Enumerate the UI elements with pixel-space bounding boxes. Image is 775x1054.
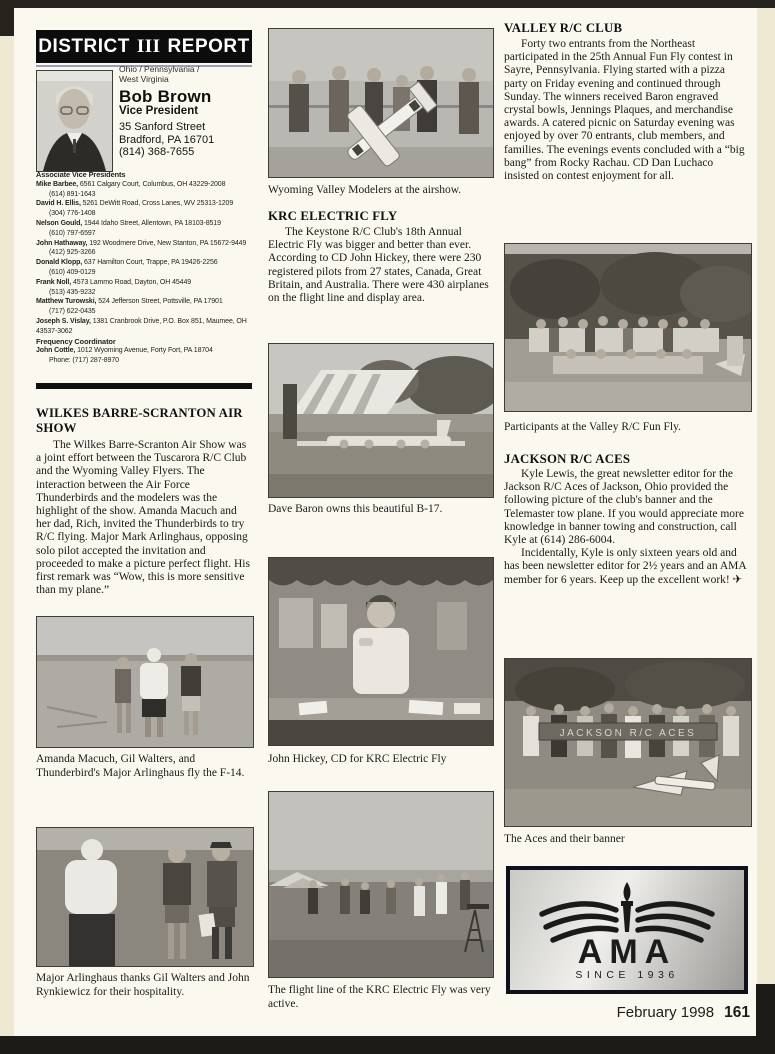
district-report-banner — [36, 30, 252, 63]
list-item: Joseph S. Vislay, 1381 Cranbrook Drive, P.O. Box 851, Maumee, OH 43537-3062 — [36, 317, 247, 335]
associates-heading: Associate Vice Presidents — [36, 170, 126, 179]
scan-edge-top — [0, 0, 775, 8]
caption-f14: Amanda Macuch, Gil Walters, and Thunderbird's Major Arlinghaus fly the F-14. — [36, 753, 245, 779]
scan-edge-bottom — [0, 1036, 775, 1054]
caption-hickey: John Hickey, CD for KRC Electric Fly — [268, 753, 447, 765]
photo-flight-line — [268, 791, 494, 978]
officer-title: Vice President — [119, 105, 199, 117]
ama-logo-tagline: SINCE 1936 — [575, 969, 679, 981]
caption-flightline: The flight line of the KRC Electric Fly was very active. — [268, 984, 491, 1010]
caption-b17: Dave Baron owns this beautiful B-17. — [268, 503, 443, 515]
banner-word-district: DISTRICT — [38, 35, 130, 57]
list-item: David H. Ellis, 5261 DeWitt Road, Cross Lanes, WV 25313-1209 (304) 776-1408 — [36, 200, 234, 218]
ama-logo-box — [506, 866, 748, 994]
list-item: Frank Noll, 4573 Lammo Road, Dayton, OH 45449 (513) 435-9232 — [36, 278, 192, 296]
scan-edge-right — [756, 984, 775, 1054]
article-body-valley: Forty two entrants from the Northeast participated in the 25th Annual Fun Fly contest in Sayre, Pennsylvania. Flying started with a pizza party on Friday evening and continued through Sunday. The winners received Baron engraved crystal bowls, Jennings Plaques, and merchandise awards. A catered picnic on Saturday evening was enjoyed by over 70 entrants, club members, and families. The evenings events concluded with a “big bang” from Rocky Rachau. CD Dan Luchaco insisted on contest enjoyment for all. — [504, 38, 745, 183]
photo-valley-participants — [504, 243, 752, 412]
photo-vice-president-portrait — [36, 70, 113, 172]
valley-photo-illustration — [505, 244, 751, 411]
officer-phone: (814) 368-7655 — [119, 146, 195, 158]
hickey-photo-illustration — [269, 558, 493, 745]
section-divider-bar — [36, 383, 252, 389]
caption-thanks: Major Arlinghaus thanks Gil Walters and John Rynkiewicz for their hospitality. — [36, 972, 250, 998]
footer-issue-date: February 1998 — [616, 1004, 715, 1021]
article-body-jackson: Kyle Lewis, the great newsletter editor for the Jackson R/C Aces of Jackson, Ohio provided the following picture of the club's banner and the Telemaster tow plane. If you would appreciate more knowledge in banner towing and construction, call Kyle at (614) 286-6004. Incidentally, Kyle is only sixteen years old and has been newsletter editor for 2½ years and an AMA member for 6 years. Keep up the excellent work! ✈ — [504, 468, 747, 586]
flightline-photo-illustration — [269, 792, 493, 977]
scan-edge-corner — [0, 0, 14, 36]
article-heading-krc: KRC ELECTRIC FLY — [268, 209, 398, 223]
thanks-photo-illustration — [37, 828, 253, 966]
article-body-wilkes: The Wilkes Barre-Scranton Air Show was a joint effort between the Tuscarora R/C Club and the Wyoming Valley Flyers. The interaction between the Air Force Thunderbirds and the modelers was the highlight of the show. Amanda Macuch and her dad, Rich, invited the Thunderbirds to try R/C flying. Major Mark Arlinghaus, opposing solo pilot accepted the invitation and proceeded to make a picture perfect flight. His first remark was “Wow, this is more sensitive than my plane.” — [36, 439, 250, 597]
officer-address — [119, 121, 214, 159]
photo-wyoming-modelers — [268, 28, 494, 178]
photo-arlinghaus-thanks — [36, 827, 254, 967]
officer-region: Ohio / Pennsylvania / West Virginia — [119, 64, 200, 84]
photo-b17-model — [268, 343, 494, 498]
b17-photo-illustration — [269, 344, 493, 497]
caption-aces: The Aces and their banner — [504, 833, 625, 845]
photo-john-hickey — [268, 557, 494, 746]
ama-logo-text: AMA — [577, 933, 677, 971]
frequency-coordinator-heading: Frequency Coordinator — [36, 336, 116, 346]
caption-valley: Participants at the Valley R/C Fun Fly. — [504, 421, 681, 433]
associate-vice-presidents-list — [36, 170, 253, 366]
banner-word-report: REPORT — [167, 35, 250, 57]
article-heading-jackson: JACKSON R/C ACES — [504, 452, 631, 466]
officer-name: Bob Brown — [119, 87, 212, 106]
article-heading-valley: VALLEY R/C CLUB — [504, 21, 623, 35]
banner-word-iii: III — [136, 35, 161, 57]
list-item: Donald Klopp, 637 Hamilton Court, Trappe, PA 19426-2256 (610) 409-0129 — [36, 259, 218, 276]
ama-logo — [510, 870, 744, 990]
photo-f14-flying — [36, 616, 254, 748]
caption-wyoming: Wyoming Valley Modelers at the airshow. — [268, 184, 462, 196]
officer-address-line2: Bradford, PA 16701 — [119, 133, 215, 146]
list-item: John Cottle, 1012 Wyoming Avenue, Forty Fort, PA 18704 Phone: (717) 287-8970 — [36, 347, 213, 365]
list-item: Matthew Turowski, 524 Jefferson Street, Pottsville, PA 17901 (717) 622-0435 — [36, 298, 223, 316]
officer-address-line1: 35 Sanford Street — [119, 121, 206, 133]
list-item: Mike Barbee, 6561 Calgary Court, Columbus, OH 43229-2008 (614) 891-1643 — [36, 180, 226, 198]
article-body-krc: The Keystone R/C Club's 18th Annual Electric Fly was bigger and better than ever. According to CD John Hickey, there were 230 registered pilots from 27 states, Canada, Great Britain, and Australia. There were 430 airplanes on the flight line and display area. — [268, 226, 489, 305]
aces-photo-illustration — [505, 659, 751, 826]
wyoming-photo-illustration — [269, 29, 493, 177]
aces-banner-text: JACKSON R/C ACES — [559, 728, 697, 739]
footer-page-number: 161 — [724, 1004, 750, 1021]
f14-photo-illustration — [37, 617, 253, 747]
list-item: John Hathaway, 192 Woodmere Drive, New Stanton, PA 15672-9449 (412) 925-3266 — [36, 239, 247, 257]
article-heading-wilkes: WILKES BARRE-SCRANTON AIR SHOW — [36, 406, 243, 435]
photo-aces-banner — [504, 658, 752, 827]
portrait-illustration — [37, 71, 112, 171]
list-item: Nelson Gould, 1944 Idaho Street, Allentown, PA 18103-8519 (610) 797-6597 — [36, 219, 221, 237]
page-footer — [504, 1004, 750, 1022]
